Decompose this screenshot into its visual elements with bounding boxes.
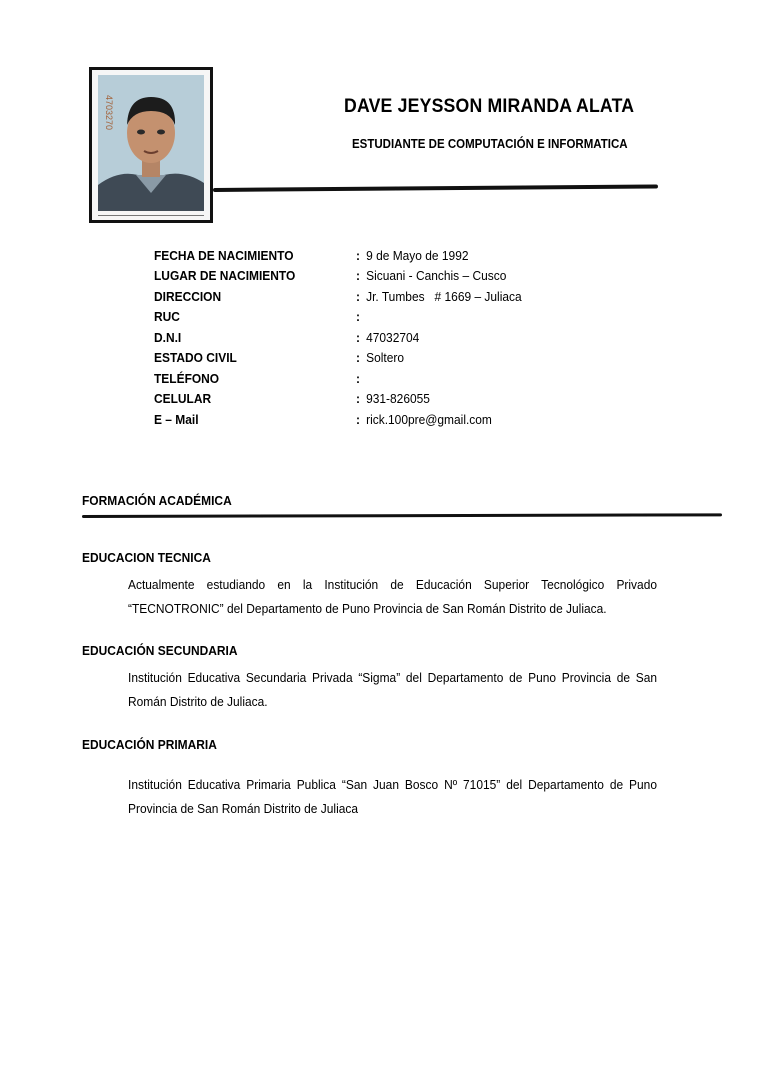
edu-heading-secondary: EDUCACIÓN SECUNDARIA [82,643,238,658]
info-value: : [356,370,360,386]
full-name: DAVE JEYSSON MIRANDA ALATA [344,96,635,117]
info-row-mobile [154,389,574,410]
info-value: : Soltero [356,350,404,366]
info-label: E – Mail [154,411,199,427]
edu-heading-technical: EDUCACION TECNICA [82,550,211,565]
info-value: : 47032704 [356,329,420,345]
edu-text-primary: Institución Educativa Primaria Publica “San Juan Bosco Nº 71015” del Departamento de Puno Provincia de San Román Distrito de Juliaca [128,777,657,816]
info-value: : [356,309,360,325]
info-label: LUGAR DE NACIMIENTO [154,268,296,284]
info-label: DIRECCION [154,288,222,304]
header-divider [213,185,658,192]
info-label: D.N.I [154,329,182,345]
section-divider [82,513,722,518]
info-value: : 9 de Mayo de 1992 [356,247,469,263]
profession-subtitle: ESTUDIANTE DE COMPUTACIÓN E INFORMATICA [352,137,628,151]
info-row-dni [154,327,574,348]
photo-caption-line [98,215,204,216]
info-label: TELÉFONO [154,370,220,386]
info-row-email [154,409,574,430]
info-value: : 931-826055 [356,391,430,407]
info-row-civil-status [154,348,574,369]
profile-photo [98,75,204,211]
info-label: CELULAR [154,391,212,407]
info-value: : rick.100pre@gmail.com [356,411,492,427]
info-row-birth-date [154,245,574,266]
info-row-birth-place [154,266,574,287]
svg-text:4703270: 4703270 [104,95,114,131]
profile-photo-frame [89,67,213,223]
info-row-ruc [154,307,574,328]
info-label: RUC [154,309,180,325]
edu-text-secondary: Institución Educativa Secundaria Privada “Sigma” del Departamento de Puno Provincia de San Román Distrito de Juliaca. [128,670,657,709]
edu-heading-primary: EDUCACIÓN PRIMARIA [82,737,217,752]
info-row-phone [154,368,574,389]
info-row-address [154,286,574,307]
info-value: : Jr. Tumbes # 1669 – Juliaca [356,288,522,304]
personal-info-list [154,245,574,430]
edu-text-technical: Actualmente estudiando en la Institución de Educación Superior Tecnológico Privado “TECNOTRONIC” del Departamento de Puno Provincia de San Román Distrito de Juliaca. [128,577,657,616]
info-label: ESTADO CIVIL [154,350,237,366]
section-title-formation: FORMACIÓN ACADÉMICA [82,493,232,508]
info-label: FECHA DE NACIMIENTO [154,247,294,263]
email-link[interactable]: rick.100pre@gmail.com [366,411,492,427]
info-value: : Sicuani - Canchis – Cusco [356,268,507,284]
